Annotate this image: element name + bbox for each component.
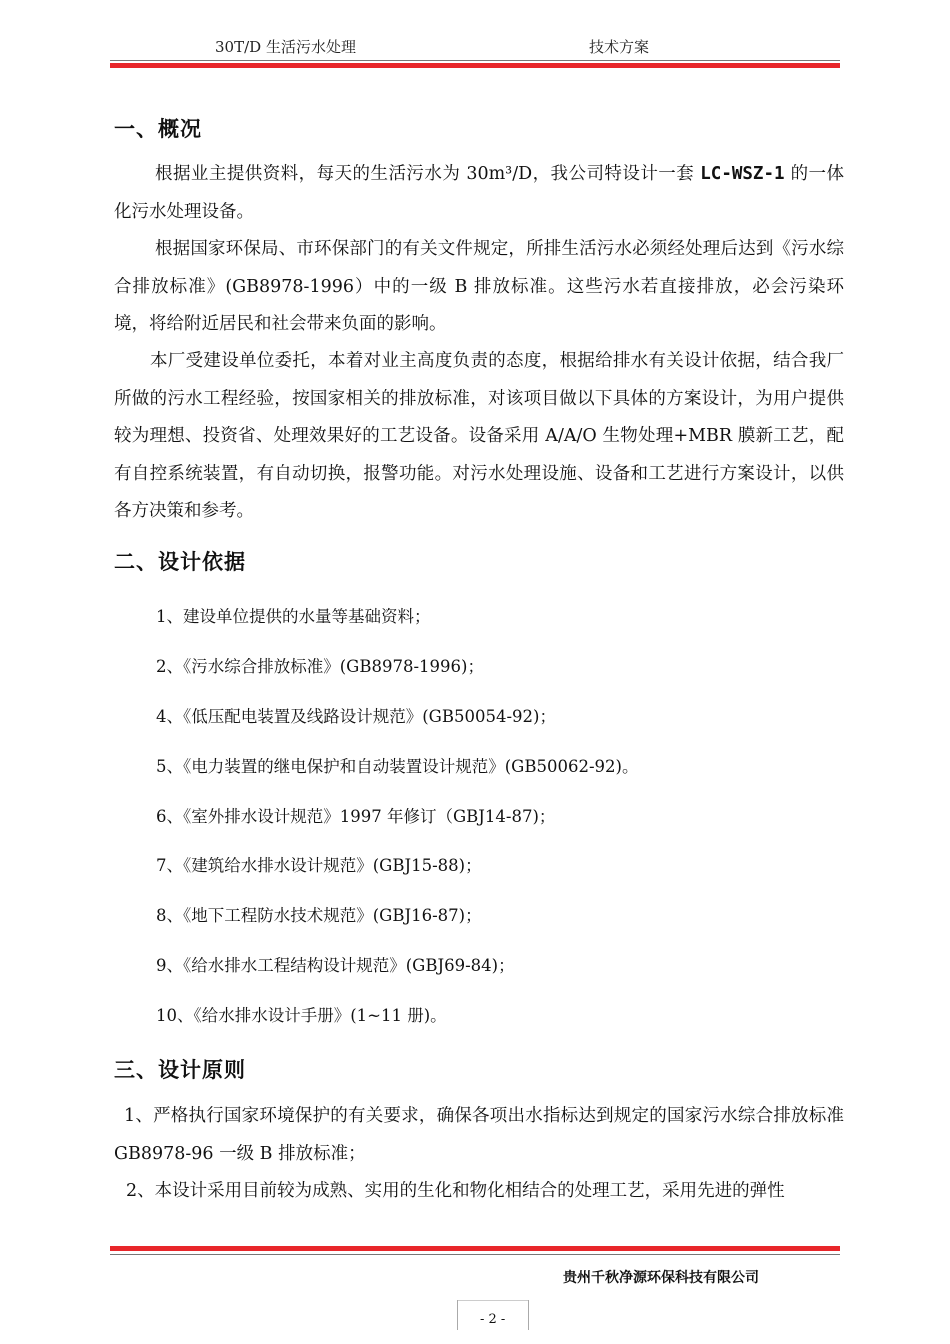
section1-paragraph-1 bbox=[114, 156, 844, 231]
model-number: LC-WSZ-1 bbox=[700, 164, 785, 184]
header-red-rule bbox=[110, 63, 840, 68]
section1-paragraph-2: 根据国家环保局、市环保部门的有关文件规定，所排生活污水必须经处理后达到《污水综合排放标准》(GB8978-1996）中的一级 B 排放标准。这些污水若直接排放，必会污染环境，将给附近居民和社会带来负面的影响。 bbox=[114, 239, 844, 334]
footer-thin-rule bbox=[110, 1254, 840, 1255]
header-right-title: 技术方案 bbox=[589, 38, 650, 56]
page-number-frame bbox=[457, 1300, 458, 1330]
design-basis-item: 4、《低压配电装置及线路设计规范》(GB50054-92)； bbox=[156, 707, 556, 726]
design-basis-item: 8、《地下工程防水技术规范》(GBJ16-87)； bbox=[156, 906, 482, 925]
page-number-frame bbox=[528, 1300, 529, 1330]
section3-heading: 三、设计原则 bbox=[114, 1058, 246, 1082]
footer-red-rule bbox=[110, 1246, 840, 1251]
page-number: - 2 - bbox=[480, 1312, 506, 1327]
design-basis-item: 10、《给水排水设计手册》(1~11 册)。 bbox=[156, 1006, 447, 1025]
design-basis-item: 7、《建筑给水排水设计规范》(GBJ15-88)； bbox=[156, 856, 482, 875]
company-name: 贵州千秋净源环保科技有限公司 bbox=[563, 1270, 759, 1286]
section1-paragraph-3: 本厂受建设单位委托，本着对业主高度负责的态度，根据给排水有关设计依据，结合我厂所做的污水工程经验，按国家相关的排放标准，对该项目做以下具体的方案设计，为用户提供较为理想、投资省、处理效果好的工艺设备。设备采用 A/A/O 生物处理+MBR 膜新工艺，配有自控系统装置，有自动切换，报警功能。对污水处理设施、设备和工艺进行方案设计，以供各方决策和参考。 bbox=[114, 351, 844, 521]
section2-heading: 二、设计依据 bbox=[114, 550, 246, 574]
design-basis-item: 9、《给水排水工程结构设计规范》(GBJ69-84)； bbox=[156, 956, 515, 975]
paragraph-text: 根据业主提供资料，每天的生活污水为 30m³/D，我公司特设计一套 bbox=[155, 164, 701, 184]
section1-heading: 一、概况 bbox=[114, 117, 202, 141]
section3-paragraph-2: 2、本设计采用目前较为成熟、实用的生化和物化相结合的处理工艺，采用先进的弹性 bbox=[126, 1181, 785, 1201]
design-basis-item: 2、《污水综合排放标准》(GB8978-1996)； bbox=[156, 657, 484, 676]
section3-paragraph-1: 1、严格执行国家环境保护的有关要求，确保各项出水指标达到规定的国家污水综合排放标准 GB8978-96 一级 B 排放标准； bbox=[114, 1106, 844, 1164]
paragraph-text: 的一体化污水处理设备。 bbox=[114, 164, 844, 222]
header-left-title: 30T/D 生活污水处理 bbox=[215, 38, 356, 56]
design-basis-item: 6、《室外排水设计规范》1997 年修订（GBJ14-87)； bbox=[156, 807, 556, 826]
design-basis-item: 5、《电力装置的继电保护和自动装置设计规范》(GB50062-92)。 bbox=[156, 757, 639, 776]
header-thin-rule bbox=[110, 60, 840, 61]
design-basis-item: 1、建设单位提供的水量等基础资料； bbox=[156, 607, 431, 626]
page-number-frame bbox=[457, 1300, 529, 1301]
